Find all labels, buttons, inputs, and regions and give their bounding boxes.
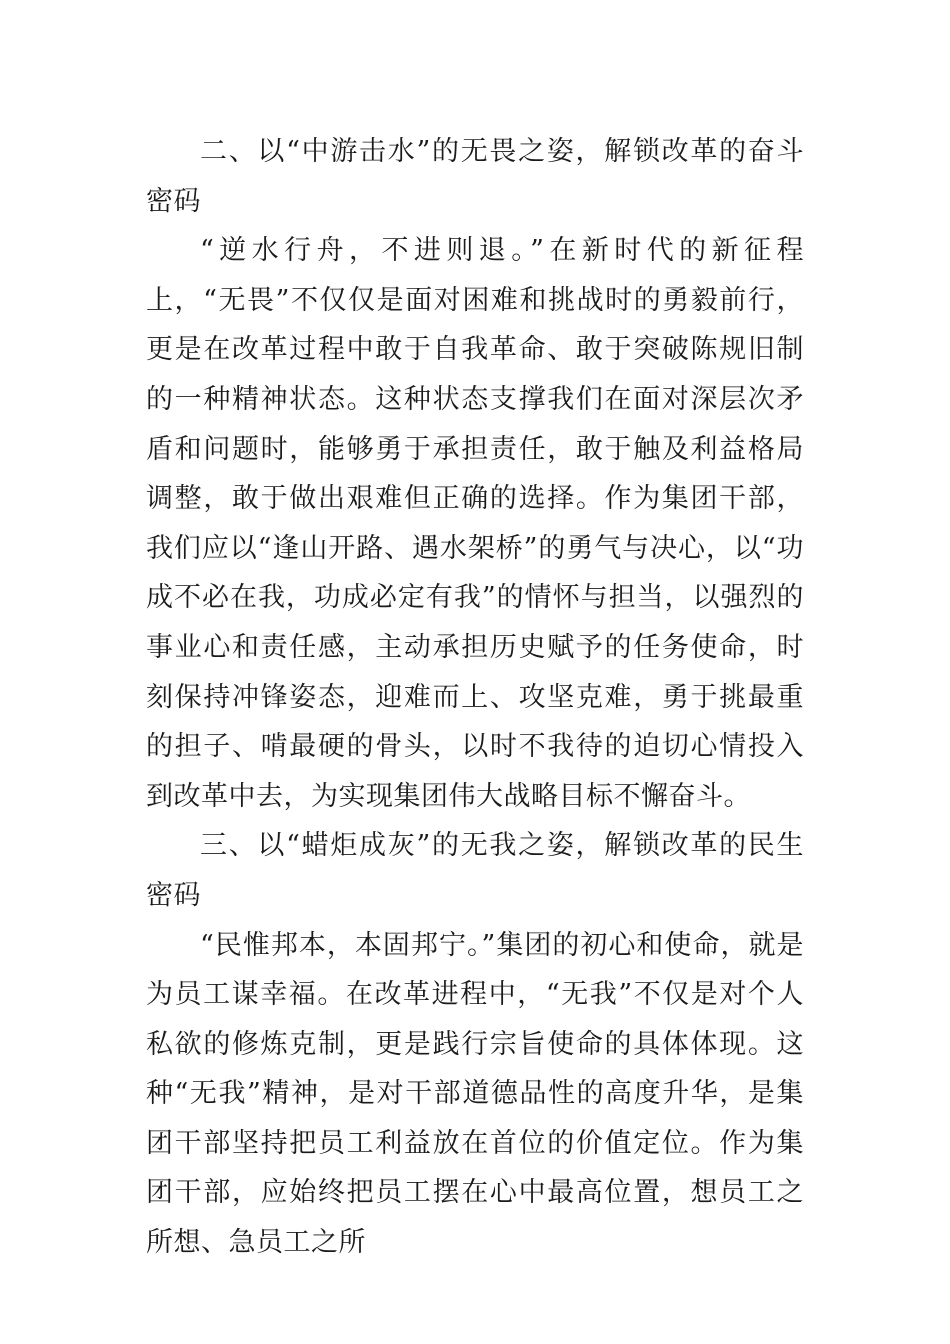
- section-heading-three: 三、以“蜡炬成灰”的无我之姿，解锁改革的民生密码: [146, 830, 804, 911]
- section-heading-two: 二、以“中游击水”的无畏之姿，解锁改革的奋斗密码: [146, 136, 804, 217]
- document-body: [146, 127, 804, 1268]
- body-paragraph: “逆水行舟，不进则退。”在新时代的新征程上，“无畏”不仅仅是面对困难和挑战时的勇毅前行，更是在改革过程中敢于自我革命、敢于突破陈规旧制的一种精神状态。这种状态支撑我们在面对深层次矛盾和问题时，能够勇于承担责任，敢于触及利益格局调整，敢于做出艰难但正确的选择。作为集团干部，我们应以“逢山开路、遇水架桥”的勇气与决心，以“功成不必在我，功成必定有我”的情怀与担当，以强烈的事业心和责任感，主动承担历史赋予的任务使命，时刻保持冲锋姿态，迎难而上、攻坚克难，勇于挑最重的担子、啃最硬的骨头，以时不我待的迫切心情投入到改革中去，为实现集团伟大战略目标不懈奋斗。: [146, 235, 804, 812]
- body-paragraph: “民惟邦本，本固邦宁。”集团的初心和使命，就是为员工谋幸福。在改革进程中，“无我”不仅是对个人私欲的修炼克制，更是践行宗旨使命的具体体现。这种“无我”精神，是对干部道德品性的高度升华，是集团干部坚持把员工利益放在首位的价值定位。作为集团干部，应始终把员工摆在心中最高位置，想员工之所想、急员工之所: [146, 929, 804, 1259]
